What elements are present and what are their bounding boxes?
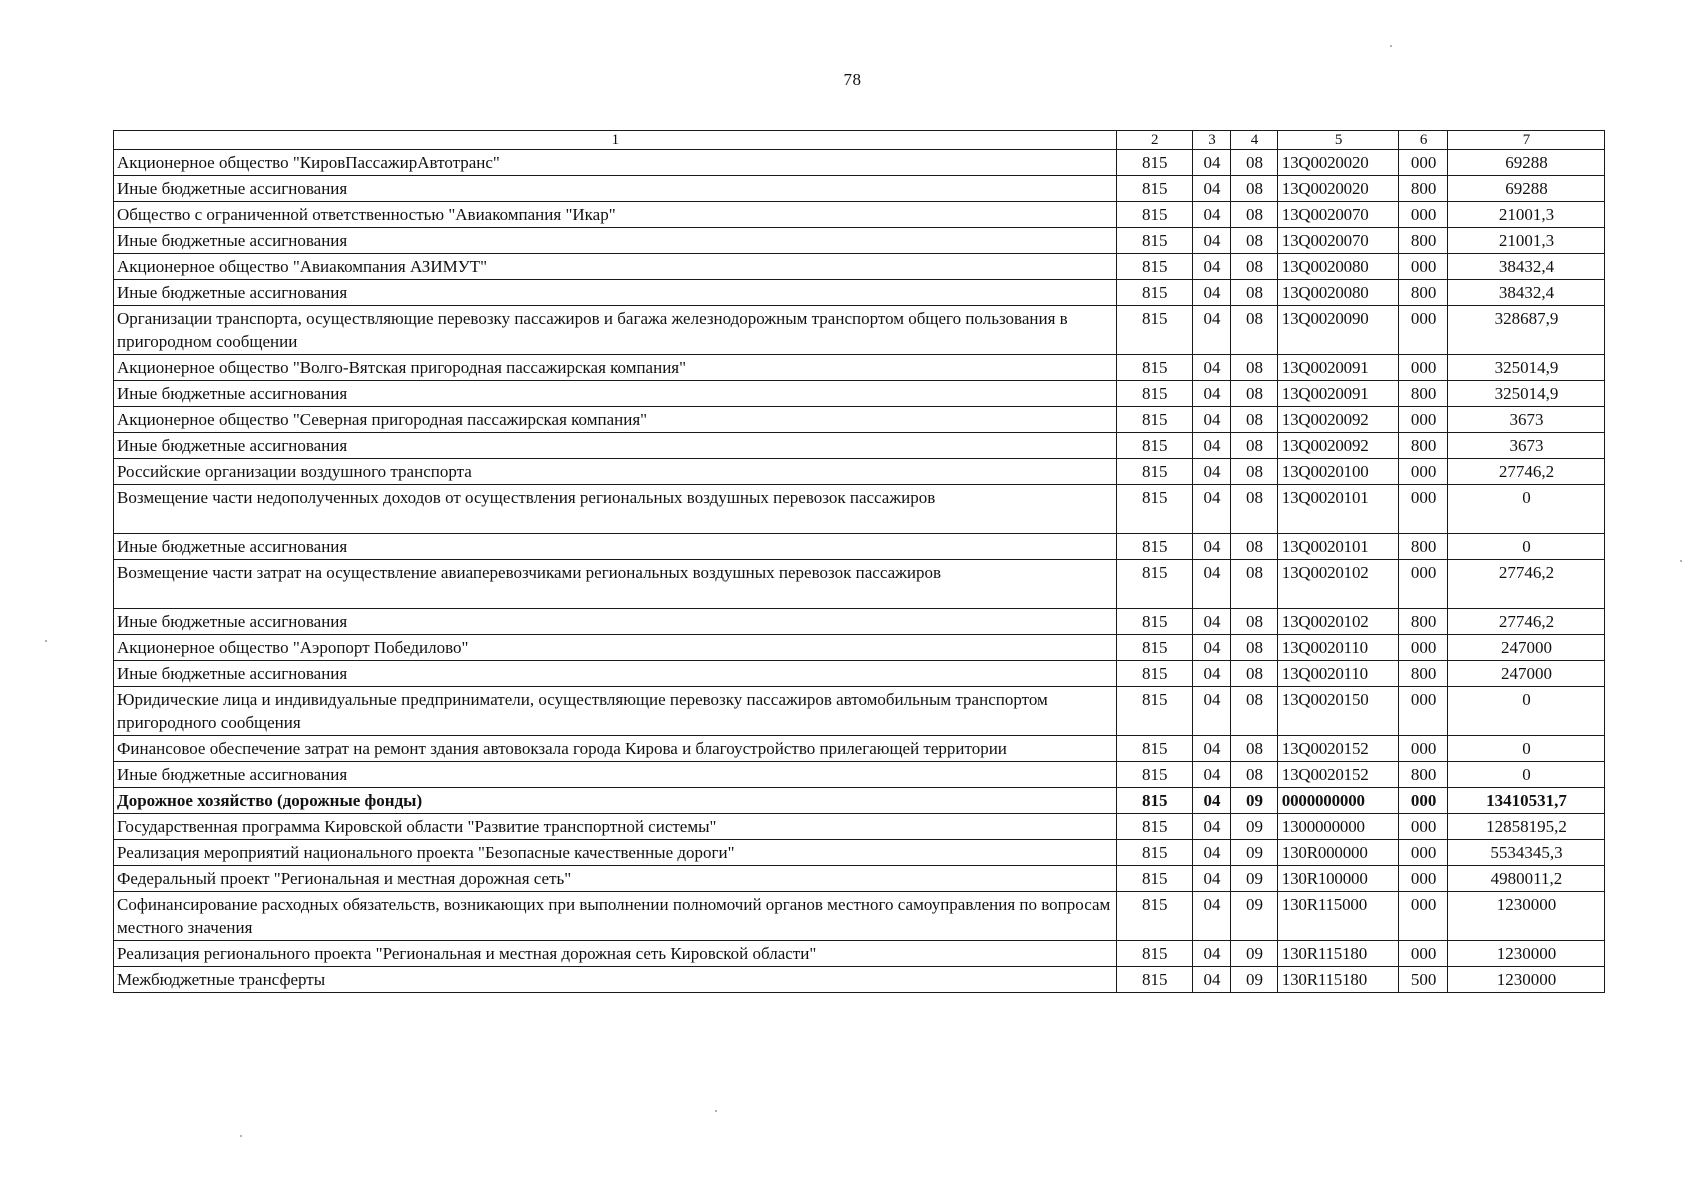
target-article-code: 13Q0020020 [1277, 150, 1399, 176]
table-row [114, 534, 1605, 560]
section-code: 04 [1192, 814, 1230, 840]
ministry-code: 815 [1116, 840, 1192, 866]
table-row [114, 306, 1605, 355]
table-row [114, 459, 1605, 485]
amount: 5534345,3 [1447, 840, 1604, 866]
expense-type-code: 800 [1399, 609, 1448, 635]
section-code: 04 [1192, 892, 1230, 941]
expense-type-code: 500 [1399, 967, 1448, 993]
amount: 13410531,7 [1447, 788, 1604, 814]
expense-type-code: 000 [1399, 485, 1448, 534]
expense-type-code: 000 [1399, 407, 1448, 433]
scan-speck [1390, 45, 1392, 47]
amount: 325014,9 [1447, 381, 1604, 407]
table-row [114, 762, 1605, 788]
item-name: Возмещение части затрат на осуществление авиаперевозчиками региональных воздушных перевозок пассажиров [114, 560, 1117, 609]
target-article-code: 13Q0020070 [1277, 228, 1399, 254]
table-row [114, 433, 1605, 459]
table-row [114, 788, 1605, 814]
subsection-code: 08 [1231, 202, 1278, 228]
column-number: 3 [1192, 131, 1230, 150]
expense-type-code: 000 [1399, 254, 1448, 280]
target-article-code: 1300000000 [1277, 814, 1399, 840]
section-code: 04 [1192, 228, 1230, 254]
target-article-code: 13Q0020100 [1277, 459, 1399, 485]
section-code: 04 [1192, 687, 1230, 736]
target-article-code: 130R115180 [1277, 967, 1399, 993]
item-name: Акционерное общество "Аэропорт Победилово" [114, 635, 1117, 661]
section-code: 04 [1192, 635, 1230, 661]
ministry-code: 815 [1116, 788, 1192, 814]
subsection-code: 08 [1231, 150, 1278, 176]
expense-type-code: 000 [1399, 866, 1448, 892]
amount: 21001,3 [1447, 202, 1604, 228]
amount: 1230000 [1447, 967, 1604, 993]
ministry-code: 815 [1116, 228, 1192, 254]
table-row [114, 355, 1605, 381]
subsection-code: 09 [1231, 967, 1278, 993]
item-name: Возмещение части недополученных доходов от осуществления региональных воздушных перевозок пассажиров [114, 485, 1117, 534]
ministry-code: 815 [1116, 687, 1192, 736]
ministry-code: 815 [1116, 635, 1192, 661]
amount: 1230000 [1447, 892, 1604, 941]
section-code: 04 [1192, 941, 1230, 967]
item-name: Реализация мероприятий национального проекта "Безопасные качественные дороги" [114, 840, 1117, 866]
subsection-code: 09 [1231, 941, 1278, 967]
amount: 3673 [1447, 407, 1604, 433]
item-name: Акционерное общество "Авиакомпания АЗИМУТ" [114, 254, 1117, 280]
subsection-code: 09 [1231, 840, 1278, 866]
target-article-code: 13Q0020070 [1277, 202, 1399, 228]
target-article-code: 13Q0020090 [1277, 306, 1399, 355]
scan-speck [715, 1110, 717, 1112]
expense-type-code: 000 [1399, 560, 1448, 609]
item-name: Иные бюджетные ассигнования [114, 534, 1117, 560]
budget-table [113, 130, 1605, 993]
item-name: Софинансирование расходных обязательств, возникающих при выполнении полномочий органов местного самоуправления по вопросам местного значения [114, 892, 1117, 941]
column-number: 6 [1399, 131, 1448, 150]
column-number-row [114, 131, 1605, 150]
amount: 0 [1447, 762, 1604, 788]
expense-type-code: 000 [1399, 306, 1448, 355]
expense-type-code: 800 [1399, 661, 1448, 687]
ministry-code: 815 [1116, 661, 1192, 687]
ministry-code: 815 [1116, 941, 1192, 967]
ministry-code: 815 [1116, 814, 1192, 840]
table-row [114, 941, 1605, 967]
expense-type-code: 800 [1399, 381, 1448, 407]
table-row [114, 485, 1605, 534]
ministry-code: 815 [1116, 202, 1192, 228]
expense-type-code: 800 [1399, 762, 1448, 788]
target-article-code: 13Q0020080 [1277, 280, 1399, 306]
table-row [114, 150, 1605, 176]
subsection-code: 08 [1231, 407, 1278, 433]
item-name: Реализация регионального проекта "Региональная и местная дорожная сеть Кировской области" [114, 941, 1117, 967]
expense-type-code: 000 [1399, 355, 1448, 381]
ministry-code: 815 [1116, 459, 1192, 485]
amount: 69288 [1447, 176, 1604, 202]
item-name: Межбюджетные трансферты [114, 967, 1117, 993]
expense-type-code: 000 [1399, 635, 1448, 661]
target-article-code: 130R000000 [1277, 840, 1399, 866]
ministry-code: 815 [1116, 381, 1192, 407]
expense-type-code: 000 [1399, 459, 1448, 485]
column-number: 5 [1277, 131, 1399, 150]
target-article-code: 13Q0020150 [1277, 687, 1399, 736]
table-row [114, 736, 1605, 762]
item-name: Юридические лица и индивидуальные предприниматели, осуществляющие перевозку пассажиров автомобильным транспортом пригородного сообщения [114, 687, 1117, 736]
amount: 0 [1447, 534, 1604, 560]
amount: 27746,2 [1447, 560, 1604, 609]
column-number: 4 [1231, 131, 1278, 150]
section-code: 04 [1192, 254, 1230, 280]
column-number: 1 [114, 131, 1117, 150]
subsection-code: 08 [1231, 228, 1278, 254]
subsection-code: 08 [1231, 176, 1278, 202]
expense-type-code: 000 [1399, 788, 1448, 814]
subsection-code: 08 [1231, 433, 1278, 459]
amount: 21001,3 [1447, 228, 1604, 254]
section-code: 04 [1192, 661, 1230, 687]
section-code: 04 [1192, 433, 1230, 459]
item-name: Общество с ограниченной ответственностью "Авиакомпания "Икар" [114, 202, 1117, 228]
amount: 69288 [1447, 150, 1604, 176]
ministry-code: 815 [1116, 534, 1192, 560]
table-row [114, 202, 1605, 228]
ministry-code: 815 [1116, 560, 1192, 609]
target-article-code: 13Q0020092 [1277, 433, 1399, 459]
target-article-code: 13Q0020101 [1277, 485, 1399, 534]
section-code: 04 [1192, 866, 1230, 892]
section-code: 04 [1192, 150, 1230, 176]
table-row [114, 228, 1605, 254]
target-article-code: 13Q0020152 [1277, 736, 1399, 762]
expense-type-code: 800 [1399, 176, 1448, 202]
section-code: 04 [1192, 788, 1230, 814]
section-code: 04 [1192, 840, 1230, 866]
table-row [114, 892, 1605, 941]
expense-type-code: 800 [1399, 534, 1448, 560]
subsection-code: 08 [1231, 254, 1278, 280]
expense-type-code: 000 [1399, 202, 1448, 228]
table-row [114, 254, 1605, 280]
subsection-code: 08 [1231, 609, 1278, 635]
ministry-code: 815 [1116, 355, 1192, 381]
subsection-code: 08 [1231, 635, 1278, 661]
subsection-code: 08 [1231, 306, 1278, 355]
item-name: Иные бюджетные ассигнования [114, 280, 1117, 306]
subsection-code: 09 [1231, 788, 1278, 814]
column-number: 2 [1116, 131, 1192, 150]
target-article-code: 13Q0020110 [1277, 635, 1399, 661]
amount: 4980011,2 [1447, 866, 1604, 892]
item-name: Иные бюджетные ассигнования [114, 433, 1117, 459]
target-article-code: 13Q0020080 [1277, 254, 1399, 280]
section-code: 04 [1192, 485, 1230, 534]
ministry-code: 815 [1116, 280, 1192, 306]
expense-type-code: 000 [1399, 941, 1448, 967]
section-code: 04 [1192, 560, 1230, 609]
amount: 1230000 [1447, 941, 1604, 967]
item-name: Организации транспорта, осуществляющие перевозку пассажиров и багажа железнодорожным транспортом общего пользования в пригородном сообщении [114, 306, 1117, 355]
expense-type-code: 000 [1399, 840, 1448, 866]
subsection-code: 08 [1231, 661, 1278, 687]
amount: 27746,2 [1447, 609, 1604, 635]
subsection-code: 08 [1231, 687, 1278, 736]
ministry-code: 815 [1116, 892, 1192, 941]
subsection-code: 08 [1231, 485, 1278, 534]
ministry-code: 815 [1116, 967, 1192, 993]
item-name: Иные бюджетные ассигнования [114, 176, 1117, 202]
expense-type-code: 000 [1399, 150, 1448, 176]
target-article-code: 13Q0020101 [1277, 534, 1399, 560]
amount: 325014,9 [1447, 355, 1604, 381]
amount: 27746,2 [1447, 459, 1604, 485]
scan-speck [45, 640, 47, 642]
target-article-code: 130R100000 [1277, 866, 1399, 892]
subsection-code: 08 [1231, 280, 1278, 306]
amount: 3673 [1447, 433, 1604, 459]
item-name: Акционерное общество "Северная пригородная пассажирская компания" [114, 407, 1117, 433]
target-article-code: 13Q0020102 [1277, 560, 1399, 609]
item-name: Иные бюджетные ассигнования [114, 661, 1117, 687]
section-code: 04 [1192, 280, 1230, 306]
table-row [114, 840, 1605, 866]
subsection-code: 08 [1231, 560, 1278, 609]
item-name: Государственная программа Кировской области "Развитие транспортной системы" [114, 814, 1117, 840]
target-article-code: 13Q0020102 [1277, 609, 1399, 635]
target-article-code: 13Q0020152 [1277, 762, 1399, 788]
ministry-code: 815 [1116, 433, 1192, 459]
table-row [114, 635, 1605, 661]
target-article-code: 13Q0020110 [1277, 661, 1399, 687]
ministry-code: 815 [1116, 407, 1192, 433]
ministry-code: 815 [1116, 762, 1192, 788]
table-row [114, 280, 1605, 306]
amount: 0 [1447, 485, 1604, 534]
subsection-code: 08 [1231, 762, 1278, 788]
section-code: 04 [1192, 381, 1230, 407]
target-article-code: 13Q0020092 [1277, 407, 1399, 433]
section-code: 04 [1192, 176, 1230, 202]
table-row [114, 407, 1605, 433]
amount: 0 [1447, 687, 1604, 736]
ministry-code: 815 [1116, 176, 1192, 202]
amount: 38432,4 [1447, 254, 1604, 280]
amount: 0 [1447, 736, 1604, 762]
page-number: 78 [843, 70, 862, 89]
subsection-code: 08 [1231, 381, 1278, 407]
amount: 12858195,2 [1447, 814, 1604, 840]
target-article-code: 0000000000 [1277, 788, 1399, 814]
expense-type-code: 000 [1399, 736, 1448, 762]
section-code: 04 [1192, 762, 1230, 788]
ministry-code: 815 [1116, 485, 1192, 534]
target-article-code: 130R115000 [1277, 892, 1399, 941]
expense-type-code: 800 [1399, 433, 1448, 459]
table-row [114, 814, 1605, 840]
section-code: 04 [1192, 306, 1230, 355]
amount: 38432,4 [1447, 280, 1604, 306]
item-name: Дорожное хозяйство (дорожные фонды) [114, 788, 1117, 814]
table-row [114, 866, 1605, 892]
subsection-code: 09 [1231, 892, 1278, 941]
table-row [114, 609, 1605, 635]
item-name: Иные бюджетные ассигнования [114, 228, 1117, 254]
ministry-code: 815 [1116, 150, 1192, 176]
table-row [114, 560, 1605, 609]
ministry-code: 815 [1116, 254, 1192, 280]
target-article-code: 13Q0020091 [1277, 381, 1399, 407]
expense-type-code: 000 [1399, 687, 1448, 736]
ministry-code: 815 [1116, 609, 1192, 635]
subsection-code: 08 [1231, 534, 1278, 560]
section-code: 04 [1192, 967, 1230, 993]
amount: 247000 [1447, 635, 1604, 661]
expense-type-code: 000 [1399, 814, 1448, 840]
expense-type-code: 800 [1399, 228, 1448, 254]
section-code: 04 [1192, 407, 1230, 433]
item-name: Финансовое обеспечение затрат на ремонт здания автовокзала города Кирова и благоустройство прилегающей территории [114, 736, 1117, 762]
section-code: 04 [1192, 355, 1230, 381]
subsection-code: 08 [1231, 736, 1278, 762]
scan-speck [1680, 560, 1682, 562]
ministry-code: 815 [1116, 866, 1192, 892]
ministry-code: 815 [1116, 736, 1192, 762]
table-row [114, 661, 1605, 687]
section-code: 04 [1192, 609, 1230, 635]
subsection-code: 09 [1231, 814, 1278, 840]
subsection-code: 09 [1231, 866, 1278, 892]
target-article-code: 13Q0020020 [1277, 176, 1399, 202]
target-article-code: 130R115180 [1277, 941, 1399, 967]
amount: 328687,9 [1447, 306, 1604, 355]
expense-type-code: 800 [1399, 280, 1448, 306]
target-article-code: 13Q0020091 [1277, 355, 1399, 381]
section-code: 04 [1192, 736, 1230, 762]
item-name: Федеральный проект "Региональная и местная дорожная сеть" [114, 866, 1117, 892]
item-name: Иные бюджетные ассигнования [114, 609, 1117, 635]
subsection-code: 08 [1231, 355, 1278, 381]
item-name: Акционерное общество "КировПассажирАвтотранс" [114, 150, 1117, 176]
item-name: Российские организации воздушного транспорта [114, 459, 1117, 485]
subsection-code: 08 [1231, 459, 1278, 485]
item-name: Акционерное общество "Волго-Вятская пригородная пассажирская компания" [114, 355, 1117, 381]
expense-type-code: 000 [1399, 892, 1448, 941]
section-code: 04 [1192, 202, 1230, 228]
column-number: 7 [1447, 131, 1604, 150]
table-row [114, 381, 1605, 407]
table-row [114, 687, 1605, 736]
scan-speck [240, 1135, 242, 1137]
item-name: Иные бюджетные ассигнования [114, 381, 1117, 407]
amount: 247000 [1447, 661, 1604, 687]
ministry-code: 815 [1116, 306, 1192, 355]
section-code: 04 [1192, 534, 1230, 560]
table-row [114, 967, 1605, 993]
item-name: Иные бюджетные ассигнования [114, 762, 1117, 788]
table-row [114, 176, 1605, 202]
table-body [114, 150, 1605, 993]
section-code: 04 [1192, 459, 1230, 485]
